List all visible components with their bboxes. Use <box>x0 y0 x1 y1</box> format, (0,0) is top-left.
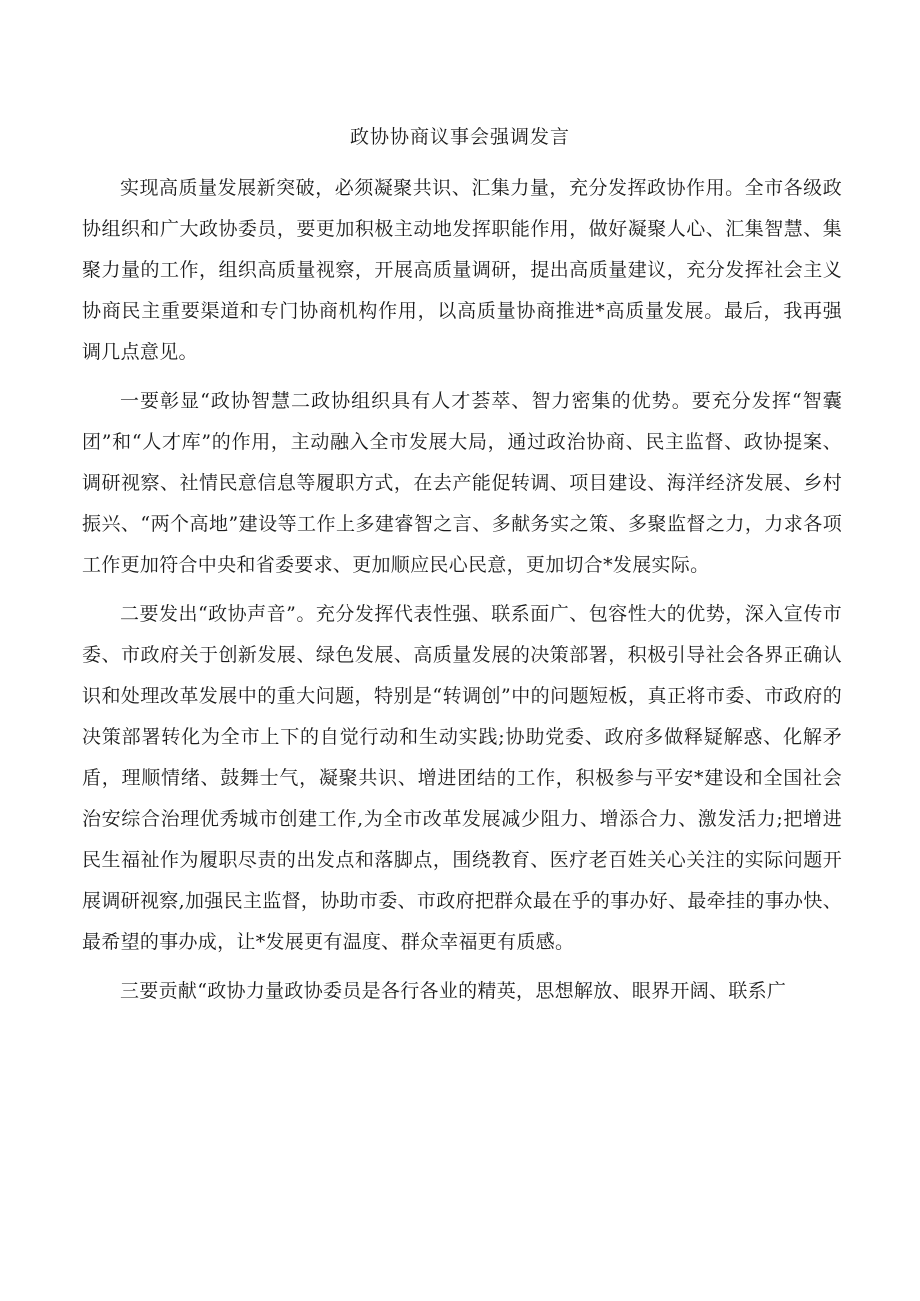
paragraph-point-three: 三要贡献“政协力量政协委员是各行各业的精英，思想解放、眼界开阔、联系广 <box>120 980 787 1002</box>
document-title: 政协协商议事会强调发言 <box>349 126 570 148</box>
paragraph-point-one: 一要彰显“政协智慧二政协组织具有人才荟萃、智力密集的优势。要充分发挥“智囊团”和“人才库”的作用，主动融入全市发展大局，通过政治协商、民主监督、政协提案、调研视察、社情民意信息等履职方式，在去产能促转调、项目建设、海洋经济发展、乡村振兴、“两个高地”建设等工作上多建睿智之言、多献务实之策、多聚监督之力，力求各项工作更加符合中央和省委要求、更加顺应民心民意，更加切合*发展实际。 <box>82 390 842 576</box>
paragraph-point-two: 二要发出“政协声音”。充分发挥代表性强、联系面广、包容性大的优势，深入宣传市委、市政府关于创新发展、绿色发展、高质量发展的决策部署，积极引导社会各界正确认识和处理改革发展中的重大问题，特别是“转调创”中的问题短板，真正将市委、市政府的决策部署转化为全市上下的自觉行动和生动实践;协助党委、政府多做释疑解惑、化解矛盾，理顺情绪、鼓舞士气，凝聚共识、增进团结的工作，积极参与平安*建设和全国社会治安综合治理优秀城市创建工作,为全市改革发展减少阻力、增添合力、激发活力;把增进民生福祉作为履职尽责的出发点和落脚点，围绕教育、医疗老百姓关心关注的实际问题开展调研视察,加强民主监督，协助市委、市政府把群众最在乎的事办好、最牵挂的事办快、最希望的事办成，让*发展更有温度、群众幸福更有质感。 <box>82 603 842 953</box>
paragraph-intro: 实现高质量发展新突破，必须凝聚共识、汇集力量，充分发挥政协作用。全市各级政协组织和广大政协委员，要更加积极主动地发挥职能作用，做好凝聚人心、汇集智慧、集聚力量的工作，组织高质量视察，开展高质量调研，提出高质量建议，充分发挥社会主义协商民主重要渠道和专门协商机构作用，以高质量协商推进*高质量发展。最后，我再强调几点意见。 <box>82 177 842 363</box>
document-body <box>82 168 842 1020</box>
